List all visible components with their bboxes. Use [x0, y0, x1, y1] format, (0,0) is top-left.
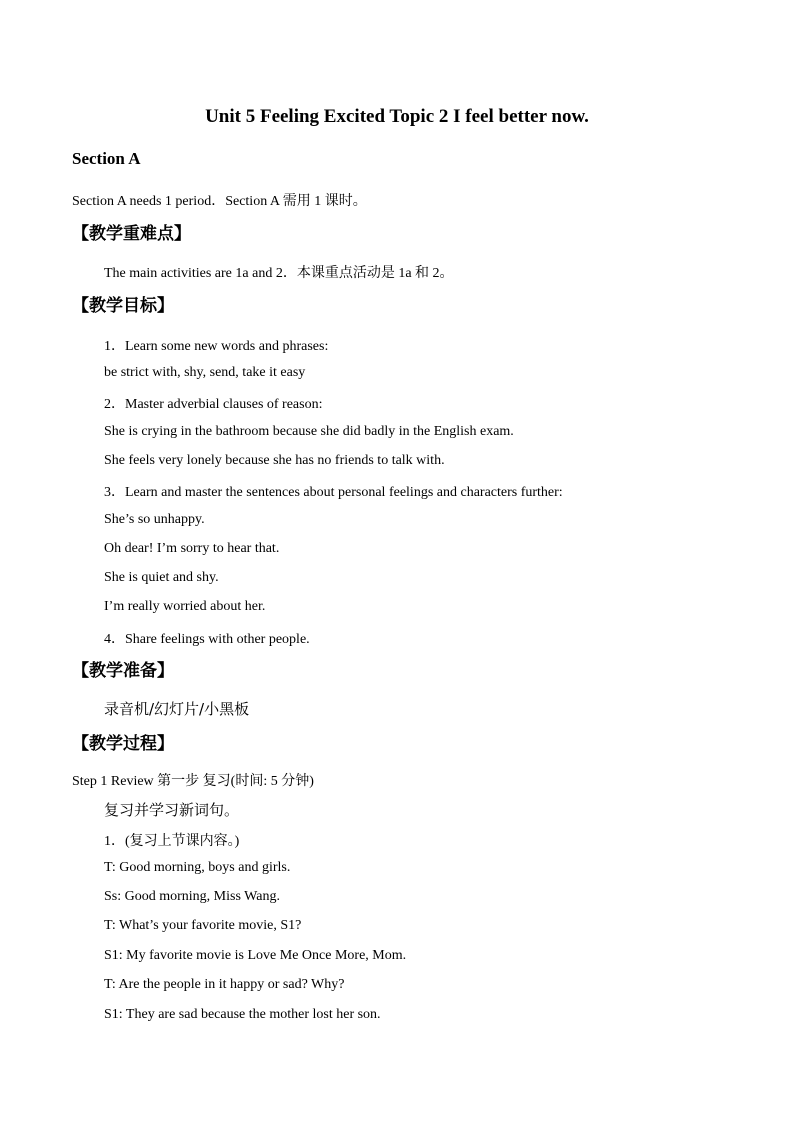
step-title: Step 1 Review 第一步 复习(时间: 5 分钟): [72, 774, 314, 789]
objective-line: 3．Learn and master the sentences about personal feelings and characters further:: [104, 485, 563, 500]
dialogue-line: S1: My favorite movie is Love Me Once More, Mom.: [104, 948, 407, 963]
dialogue-line: T: Are the people in it happy or sad? Why?: [104, 977, 345, 992]
heading-process: 【教学过程】: [72, 734, 174, 754]
preparation-text: 录音机/幻灯片/小黑板: [104, 700, 250, 718]
heading-key-points: 【教学重难点】: [72, 224, 191, 244]
objective-line: 2．Master adverbial clauses of reason:: [104, 397, 323, 412]
document-title: Unit 5 Feeling Excited Topic 2 I feel better now.: [205, 106, 589, 127]
dialogue-line: S1: They are sad because the mother lost her son.: [104, 1007, 381, 1022]
objective-line: She feels very lonely because she has no friends to talk with.: [104, 453, 445, 468]
period-note: Section A needs 1 period．Section A 需用 1 课时。: [72, 194, 367, 209]
section-heading: Section A: [72, 149, 141, 168]
dialogue-line: T: What’s your favorite movie, S1?: [104, 918, 302, 933]
heading-preparation: 【教学准备】: [72, 661, 174, 681]
objective-line: I’m really worried about her.: [104, 599, 266, 614]
objective-line: 4．Share feelings with other people.: [104, 632, 310, 647]
objective-line: 1．Learn some new words and phrases:: [104, 339, 329, 354]
dialogue-line: Ss: Good morning, Miss Wang.: [104, 889, 280, 904]
step-item: 1．(复习上节课内容。): [104, 834, 240, 849]
key-points-text: The main activities are 1a and 2．本课重点活动是 1a 和 2。: [104, 266, 454, 281]
objective-line: She’s so unhappy.: [104, 512, 205, 527]
objective-line: She is quiet and shy.: [104, 570, 219, 585]
heading-objectives: 【教学目标】: [72, 296, 174, 316]
objective-line: be strict with, shy, send, take it easy: [104, 365, 306, 380]
objective-line: She is crying in the bathroom because she did badly in the English exam.: [104, 424, 514, 439]
objective-line: Oh dear! I’m sorry to hear that.: [104, 541, 280, 556]
dialogue-line: T: Good morning, boys and girls.: [104, 860, 291, 875]
step-intro: 复习并学习新词句。: [104, 801, 240, 819]
